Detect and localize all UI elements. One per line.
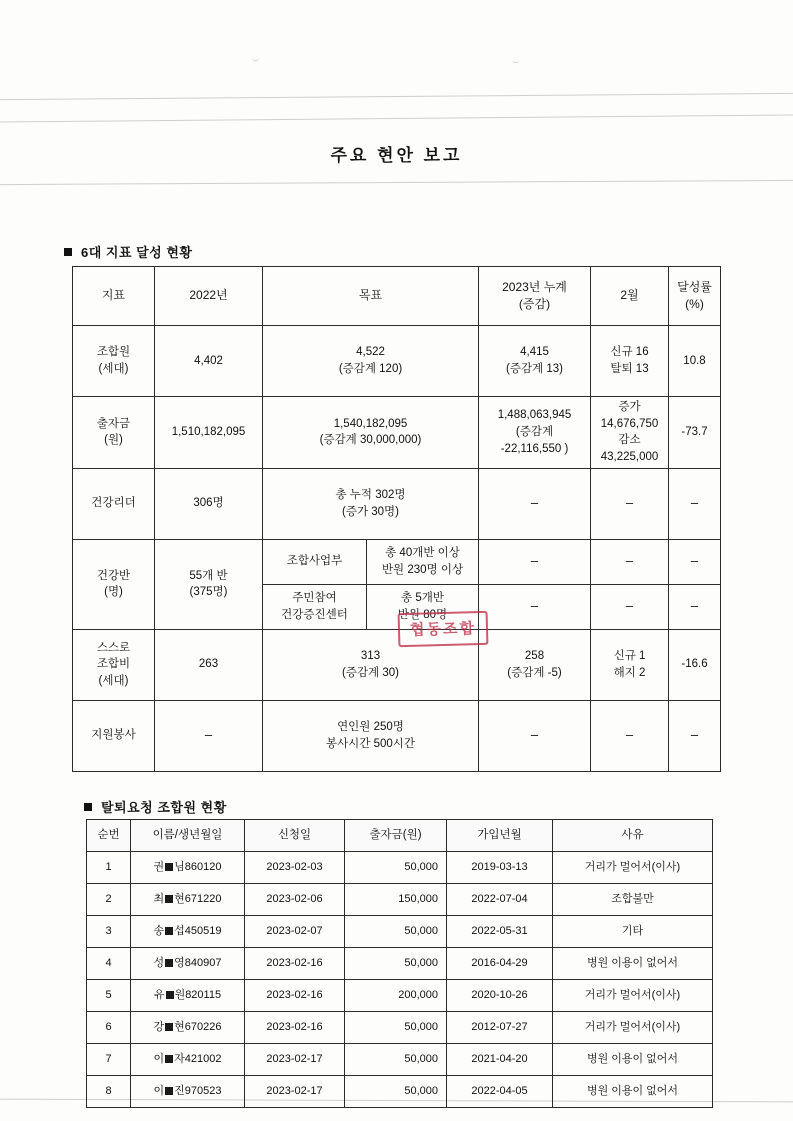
name-suffix: 섭450519: [174, 924, 222, 937]
row-label-line1: 스스로: [96, 641, 131, 654]
cell-amount: 200,000: [345, 980, 447, 1012]
cell-apply-date: 2023-02-17: [245, 1044, 345, 1076]
cell-apply-date: 2023-02-03: [245, 852, 345, 884]
cell-self-fee-2022: 263: [155, 629, 263, 700]
cell-name-birth: [131, 884, 245, 916]
col-header-rate-line2: (%): [685, 297, 704, 311]
name-prefix: 강: [153, 1020, 165, 1033]
goal-line1: 4,522: [356, 346, 385, 359]
cell-leader-rate: –: [669, 468, 721, 539]
table-row: [73, 326, 721, 397]
row-label-line1: 건강반: [96, 569, 131, 582]
cell-reason: 조합불만: [553, 884, 713, 916]
table-header-row: [87, 820, 713, 852]
cell-reason: 기타: [553, 916, 713, 948]
scan-artifact-line: [0, 115, 793, 123]
col-header-cumulative-line1: 2023년 누계: [502, 279, 567, 294]
row-label-line3: (세대): [98, 675, 129, 688]
cell-amount: 50,000: [345, 1012, 447, 1044]
cell-no: 2: [87, 884, 131, 916]
cell-amount: 50,000: [345, 948, 447, 980]
section-heading-indicators: [64, 242, 192, 261]
cell-join-date: 2021-04-20: [447, 1044, 553, 1076]
table-row: [87, 916, 713, 948]
cell-health-class-sub1-rate: –: [669, 539, 721, 584]
section-heading-withdrawals: [84, 797, 227, 816]
cell-no: 7: [87, 1044, 131, 1076]
cell-no: 4: [87, 948, 131, 980]
table-header-row: [73, 267, 721, 326]
col-header-cumulative: [479, 267, 591, 326]
cell-amount: 50,000: [345, 1044, 447, 1076]
label-line1: 주민참여: [292, 592, 337, 605]
cell-apply-date: 2023-02-06: [245, 884, 345, 916]
cell-self-fee-cumulative: [479, 629, 591, 700]
cell-volunteer-goal: [263, 700, 479, 771]
redaction-block-icon: [165, 1055, 173, 1063]
cell-reason: 병원 이용이 없어서: [553, 1044, 713, 1076]
cell-apply-date: 2023-02-16: [245, 1012, 345, 1044]
cell-join-date: 2022-04-05: [447, 1076, 553, 1108]
cell-name-birth: [131, 948, 245, 980]
square-bullet-icon: [64, 248, 72, 256]
cell-no: 1: [87, 852, 131, 884]
name-suffix: 영840907: [174, 956, 222, 969]
redaction-block-icon: [165, 959, 173, 967]
name-prefix: 최: [153, 892, 165, 905]
goal-line1: 총 5개반: [401, 592, 444, 605]
cell-name-birth: [131, 852, 245, 884]
withdrawal-request-table: [86, 819, 713, 1108]
table-row: [87, 948, 713, 980]
redaction-block-icon: [165, 1023, 173, 1031]
cell-reason: 거리가 멀어서(이사): [553, 980, 713, 1012]
cell-members-february: [591, 326, 669, 397]
name-suffix: 현670226: [174, 1020, 222, 1033]
feb-line1: 신규 1: [613, 650, 646, 663]
feb-line2: 감소 43,225,000: [600, 434, 659, 464]
table-row: [73, 629, 721, 700]
col-header-reason: 사유: [553, 820, 713, 852]
cell-apply-date: 2023-02-17: [245, 1076, 345, 1108]
col-header-join-date: 가입년월: [447, 820, 553, 852]
cum-line2: (증감계 13): [506, 363, 563, 375]
cell-health-class-sub1-cumulative: –: [479, 539, 591, 584]
goal-line1: 총 40개반 이상: [385, 547, 460, 560]
col-header-amount: 출자금(원): [345, 820, 447, 852]
name-suffix: 원820115: [174, 988, 222, 1001]
goal-line1: 313: [360, 650, 381, 663]
table-row: [87, 1076, 713, 1108]
cell-apply-date: 2023-02-07: [245, 916, 345, 948]
cum-line3: -22,116,550 ): [500, 442, 569, 455]
cell-no: 8: [87, 1076, 131, 1108]
section2-heading-text: 탈퇴요청 조합원 현황: [101, 800, 227, 815]
table-row: [87, 852, 713, 884]
cell-join-date: 2012-07-27: [447, 1012, 553, 1044]
cell-members-2022: 4,402: [155, 326, 263, 397]
name-prefix: 유: [153, 988, 165, 1001]
table-row: [73, 539, 721, 584]
goal-line2: (증감계 30,000,000): [319, 434, 422, 447]
row-label-line1: 출자금: [96, 417, 131, 430]
cell-health-class-sub2-label: [263, 584, 367, 629]
redaction-block-icon: [165, 927, 173, 935]
col-header-name-birth: 이름/생년월일: [131, 820, 245, 852]
cell-name-birth: [131, 1044, 245, 1076]
goal-line2: 봉사시간 500시간: [325, 737, 416, 750]
cell-amount: 50,000: [345, 1076, 447, 1108]
cell-no: 5: [87, 980, 131, 1012]
row-label-line2: (원): [104, 434, 123, 447]
value-line1: 55개 반: [189, 569, 228, 582]
square-bullet-icon: [84, 803, 92, 811]
cell-amount: 50,000: [345, 916, 447, 948]
name-suffix: 님860120: [174, 860, 222, 873]
col-header-rate-line1: 달성률: [677, 279, 712, 294]
cell-apply-date: 2023-02-16: [245, 980, 345, 1012]
feb-line1: 증가 14,676,750: [600, 401, 659, 430]
cum-line2: (증감계 -5): [507, 666, 562, 679]
cum-line2: (증감계: [515, 426, 554, 438]
cell-name-birth: [131, 980, 245, 1012]
goal-line2: (증가 30명): [342, 505, 399, 518]
cell-reason: 거리가 멀어서(이사): [553, 1012, 713, 1044]
scan-smudge: ⌣: [512, 56, 520, 68]
cell-amount: 150,000: [345, 884, 447, 916]
cell-join-date: 2022-07-04: [447, 884, 553, 916]
name-suffix: 현671220: [174, 892, 222, 905]
scan-smudge: ⌣: [252, 54, 260, 66]
cell-self-fee-rate: -16.6: [669, 629, 721, 700]
redaction-block-icon: [165, 863, 173, 871]
table-row: [73, 700, 721, 771]
cell-reason: 병원 이용이 없어서: [553, 948, 713, 980]
name-suffix: 진970523: [174, 1084, 222, 1097]
cell-members-rate: 10.8: [669, 326, 721, 397]
cell-self-fee-february: [591, 629, 669, 700]
indicator-achievement-table: [72, 266, 721, 772]
cell-apply-date: 2023-02-16: [245, 948, 345, 980]
value-line2: (375명): [189, 586, 228, 599]
col-header-apply-date: 신청일: [245, 820, 345, 852]
feb-line2: 탈퇴 13: [610, 363, 649, 375]
cum-line1: 4,415: [520, 346, 549, 359]
scan-artifact-line: [0, 180, 793, 185]
table-row: [73, 397, 721, 469]
cell-no: 6: [87, 1012, 131, 1044]
row-label-capital: [73, 397, 155, 469]
redaction-block-icon: [165, 1087, 173, 1095]
row-label-volunteer: 지원봉사: [73, 700, 155, 771]
name-prefix: 권: [153, 860, 165, 873]
cell-volunteer-february: –: [591, 700, 669, 771]
cell-leader-cumulative: –: [479, 468, 591, 539]
goal-line2: 반원 80명: [397, 608, 448, 621]
cell-members-goal: [263, 326, 479, 397]
cell-health-class-sub2-february: –: [591, 584, 669, 629]
redaction-block-icon: [165, 895, 173, 903]
row-label-health-leader: 건강리더: [73, 468, 155, 539]
goal-line1: 연인원 250명: [337, 721, 404, 734]
table-row: [87, 980, 713, 1012]
row-label-members: [73, 326, 155, 397]
cell-volunteer-cumulative: –: [479, 700, 591, 771]
col-header-no: 순번: [87, 820, 131, 852]
goal-line2: (증감계 30): [342, 666, 399, 679]
cell-health-class-sub1-goal: [367, 539, 479, 584]
table-row: [87, 1044, 713, 1076]
table-row: [73, 468, 721, 539]
cell-volunteer-rate: –: [669, 700, 721, 771]
cell-no: 3: [87, 916, 131, 948]
cell-health-class-sub2-cumulative: –: [479, 584, 591, 629]
cell-leader-2022: 306명: [155, 468, 263, 539]
row-label-self-fee: [73, 629, 155, 700]
cell-name-birth: [131, 1012, 245, 1044]
goal-line1: 총 누적 302명: [335, 489, 406, 502]
col-header-indicator: 지표: [73, 267, 155, 326]
goal-line2: (증감계 120): [338, 363, 403, 375]
row-label-line2: (세대): [98, 363, 129, 375]
goal-line1: 1,540,182,095: [333, 417, 408, 430]
cell-join-date: 2022-05-31: [447, 916, 553, 948]
name-prefix: 이: [153, 1084, 165, 1097]
col-header-year2022: 2022년: [155, 267, 263, 326]
cell-amount: 50,000: [345, 852, 447, 884]
cell-members-cumulative: [479, 326, 591, 397]
cell-capital-february: [591, 397, 669, 469]
name-prefix: 성: [153, 956, 165, 969]
name-prefix: 송: [153, 924, 165, 937]
seal-text: 협동조합: [409, 619, 477, 639]
cell-volunteer-2022: –: [155, 700, 263, 771]
cell-health-class-sub1-label: 조합사업부: [263, 539, 367, 584]
feb-line1: 신규 16: [610, 346, 649, 359]
cell-reason: 병원 이용이 없어서: [553, 1076, 713, 1108]
scan-artifact-line: [0, 93, 793, 100]
cell-health-class-2022: [155, 539, 263, 629]
cell-capital-cumulative: [479, 397, 591, 469]
cell-leader-goal: [263, 468, 479, 539]
cell-leader-february: –: [591, 468, 669, 539]
goal-line2: 반원 230명 이상: [381, 563, 464, 576]
official-seal-stamp: [398, 611, 489, 647]
cell-health-class-sub2-rate: –: [669, 584, 721, 629]
cell-name-birth: [131, 916, 245, 948]
row-label-line1: 조합원: [96, 346, 131, 359]
col-header-rate: [669, 267, 721, 326]
cell-capital-goal: [263, 397, 479, 469]
label-line2: 건강증진센터: [281, 608, 348, 621]
row-label-line2: (명): [104, 586, 123, 599]
cell-reason: 거리가 멀어서(이사): [553, 852, 713, 884]
row-label-line2: 조합비: [96, 658, 131, 671]
name-suffix: 자421002: [174, 1052, 222, 1065]
cell-capital-2022: 1,510,182,095: [155, 397, 263, 469]
cell-health-class-sub1-february: –: [591, 539, 669, 584]
name-prefix: 이: [153, 1052, 165, 1065]
cell-join-date: 2016-04-29: [447, 948, 553, 980]
cell-join-date: 2019-03-13: [447, 852, 553, 884]
col-header-goal: 목표: [263, 267, 479, 326]
cum-line1: 258: [524, 650, 545, 663]
table-row: [87, 884, 713, 916]
section1-heading-text: 6대 지표 달성 현황: [81, 245, 193, 260]
cum-line1: 1,488,063,945: [497, 409, 572, 422]
feb-line2: 해지 2: [613, 666, 646, 679]
page-title: 주요 현안 보고: [330, 146, 463, 165]
table-row: [87, 1012, 713, 1044]
col-header-february: 2월: [591, 267, 669, 326]
cell-capital-rate: -73.7: [669, 397, 721, 469]
cell-join-date: 2020-10-26: [447, 980, 553, 1012]
row-label-health-class: [73, 539, 155, 629]
col-header-cumulative-line2: (증감): [518, 297, 551, 311]
cell-name-birth: [131, 1076, 245, 1108]
redaction-block-icon: [166, 991, 174, 999]
